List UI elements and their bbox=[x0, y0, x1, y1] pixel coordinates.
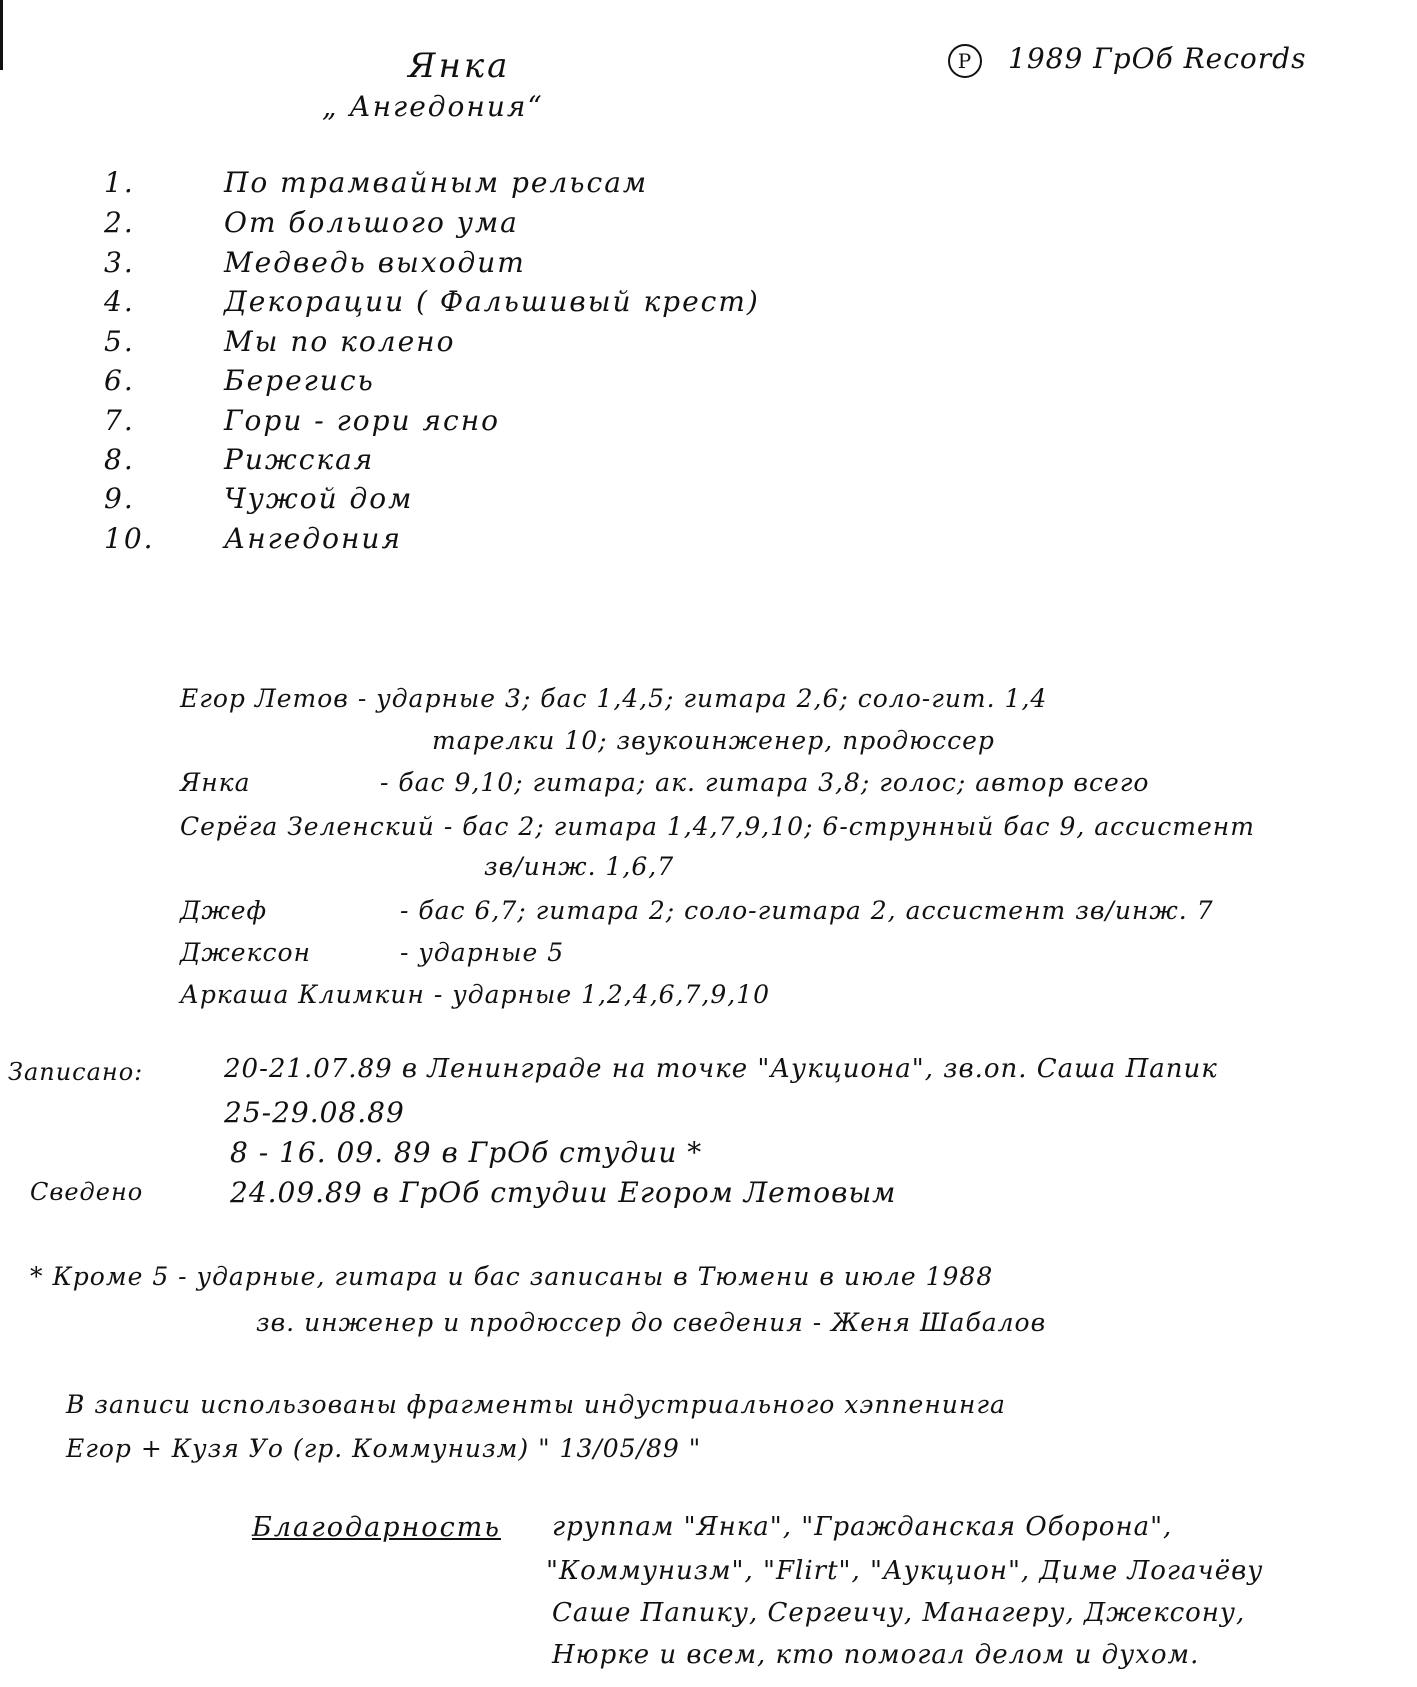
recorded-line-2: 25-29.08.89 bbox=[224, 1096, 405, 1129]
track-item bbox=[104, 443, 374, 476]
footnote-line-1: * Кроме 5 - ударные, гитара и бас записаны в Тюмени в июле 1988 bbox=[30, 1262, 994, 1291]
track-title: Медведь выходит bbox=[224, 246, 526, 279]
credit-role: - бас 6,7; гитара 2; соло-гитара 2, ассистент зв/инж. 7 bbox=[400, 896, 1214, 925]
recorded-line-3: 8 - 16. 09. 89 в ГрОб студии * bbox=[230, 1136, 703, 1169]
credit-name: Егор Летов bbox=[180, 684, 349, 713]
track-item bbox=[104, 285, 760, 318]
track-title: Берегись bbox=[224, 364, 375, 397]
thanks-line-4: Нюрке и всем, кто помогал делом и духом. bbox=[552, 1640, 1200, 1670]
credit-line bbox=[180, 980, 770, 1009]
credit-role: - бас 2; гитара 1,4,7,9,10; 6-струнный бас 9, ассистент bbox=[443, 812, 1255, 841]
track-number: 2. bbox=[104, 206, 135, 239]
track-title: По трамвайным рельсам bbox=[224, 166, 649, 199]
thanks-line-1: группам "Янка", "Гражданская Оборона", bbox=[552, 1512, 1173, 1542]
artist-title: Янка bbox=[408, 46, 511, 86]
credit-role: - ударные 1,2,4,6,7,9,10 bbox=[433, 980, 771, 1009]
credit-name: Янка bbox=[180, 768, 251, 797]
track-number: 1. bbox=[104, 166, 135, 199]
track-number: 7. bbox=[104, 404, 135, 437]
track-number: 3. bbox=[104, 246, 135, 279]
fragments-line-1: В записи использованы фрагменты индустриального хэппенинга bbox=[66, 1390, 1006, 1419]
track-item bbox=[104, 246, 526, 279]
track-title: Мы по колено bbox=[224, 325, 456, 358]
track-number: 9. bbox=[104, 482, 135, 515]
mixed-line: 24.09.89 в ГрОб студии Егором Летовым bbox=[230, 1176, 897, 1209]
page-edge-mark bbox=[0, 0, 3, 70]
label-credit bbox=[948, 42, 1306, 78]
track-item bbox=[104, 206, 519, 239]
track-number: 4. bbox=[104, 285, 135, 318]
credit-line bbox=[180, 812, 1255, 841]
credit-line bbox=[180, 768, 1149, 797]
mixed-label: Сведено bbox=[30, 1178, 144, 1206]
thanks-label: Благодарность bbox=[252, 1512, 501, 1543]
credit-name: Джеф bbox=[180, 896, 268, 925]
footnote-line-2: зв. инженер и продюссер до сведения - Женя Шабалов bbox=[256, 1308, 1047, 1337]
credit-name: Серёга Зеленский bbox=[180, 812, 435, 841]
track-item bbox=[104, 364, 375, 397]
credit-role: - ударные 3; бас 1,4,5; гитара 2,6; соло-гит. 1,4 bbox=[357, 684, 1048, 713]
credit-role: - бас 9,10; гитара; ак. гитара 3,8; голос; автор всего bbox=[380, 768, 1150, 797]
album-title: „ Ангедония“ bbox=[322, 90, 544, 123]
track-item bbox=[104, 522, 402, 555]
track-title: Декорации ( Фальшивый крест) bbox=[224, 285, 760, 318]
thanks-line-3: Саше Папику, Сергеичу, Манагеру, Джексону, bbox=[552, 1598, 1246, 1628]
track-number: 10. bbox=[104, 522, 155, 555]
credit-line bbox=[180, 684, 1047, 713]
label-line: 1989 ГрОб Records bbox=[1008, 42, 1307, 75]
track-title: От большого ума bbox=[224, 206, 519, 239]
credit-role: - ударные 5 bbox=[400, 938, 565, 967]
track-item bbox=[104, 166, 648, 199]
track-number: 8. bbox=[104, 443, 135, 476]
track-title: Рижская bbox=[224, 443, 375, 476]
track-item bbox=[104, 404, 500, 437]
track-title: Чужой дом bbox=[224, 482, 414, 515]
track-title: Ангедония bbox=[224, 522, 402, 555]
credit-name: Джексон bbox=[180, 938, 311, 967]
credit-continuation: зв/инж. 1,6,7 bbox=[484, 852, 675, 881]
track-number: 5. bbox=[104, 325, 135, 358]
track-item bbox=[104, 482, 413, 515]
thanks-line-2: "Коммунизм", "Flirt", "Аукцион", Диме Логачёву bbox=[546, 1556, 1264, 1586]
credit-line bbox=[180, 938, 564, 967]
track-number: 6. bbox=[104, 364, 135, 397]
credit-continuation: тарелки 10; звукоинженер, продюссер bbox=[432, 726, 995, 755]
track-item bbox=[104, 325, 455, 358]
recorded-line-1: 20-21.07.89 в Ленинграде на точке "Аукциона", зв.оп. Саша Папик bbox=[224, 1054, 1218, 1084]
phonogram-mark-icon: P bbox=[948, 44, 982, 78]
credit-line bbox=[180, 896, 1214, 925]
recorded-label: Записано: bbox=[8, 1058, 144, 1086]
fragments-line-2: Егор + Кузя Уо (гр. Коммунизм) " 13/05/89 " bbox=[66, 1434, 702, 1463]
track-title: Гори - гори ясно bbox=[224, 404, 501, 437]
credit-name: Аркаша Климкин bbox=[180, 980, 425, 1009]
